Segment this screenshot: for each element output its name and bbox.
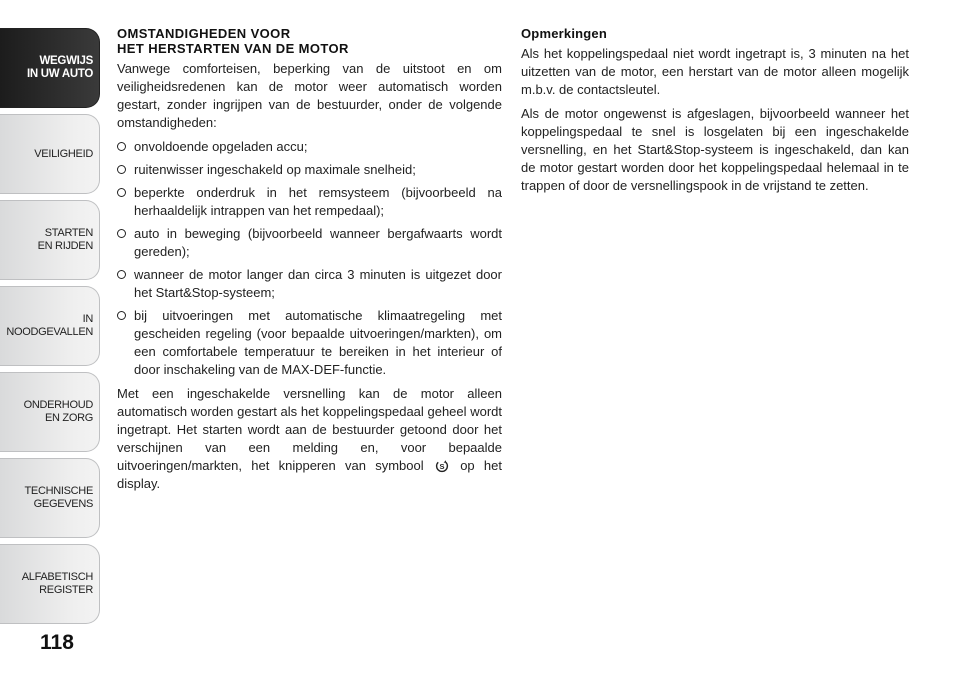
restart-conditions-list [117,138,502,379]
tab-veiligheid[interactable] [0,114,100,194]
list-item [117,307,502,379]
tab-label: ONDERHOUD EN ZORG [23,399,93,424]
list-item [117,184,502,220]
list-item-text: ruitenwisser ingeschakeld op maximale snelheid; [134,162,416,177]
page-number: 118 [40,631,74,654]
tab-label: VEILIGHEID [34,147,93,160]
tab-label: TECHNISCHE GEGEVENS [24,485,93,510]
circle-bullet-icon [117,142,126,151]
circle-bullet-icon [117,270,126,279]
notes-heading: Opmerkingen [521,26,607,41]
heading-line-1: OMSTANDIGHEDEN VOOR [117,26,291,41]
list-item [117,266,502,302]
svg-text:S: S [439,462,445,472]
start-stop-icon [435,459,449,473]
right-column [521,26,909,201]
list-item [117,161,502,179]
heading-line-2: HET HERSTARTEN VAN DE MOTOR [117,41,349,56]
left-column [117,26,502,499]
list-item [117,138,502,156]
tab-label: IN NOODGEVALLEN [6,313,93,338]
tab-label: STARTEN EN RIJDEN [37,227,93,252]
tab-technische-gegevens[interactable] [0,458,100,538]
notes-paragraph: Als de motor ongewenst is afgeslagen, bijvoorbeeld wanneer het koppelingspedaal te snel is losgelaten bij een ingeschakelde versnelling, en het Start&Stop-systeem is ingeschakeld, dan kan de motor gestart worden door het koppelingspedaal helemaal in te trappen of door de versnellingspook in de vrijstand te zetten. [521,106,909,193]
tab-onderhoud-en-zorg[interactable] [0,372,100,452]
intro-paragraph: Vanwege comforteisen, beperking van de uitstoot en om veiligheidsredenen kan de motor weer automatisch worden gestart, zonder ingrijpen van de bestuurder, onder de volgende omstandigheden: [117,61,502,130]
circle-bullet-icon [117,188,126,197]
circle-bullet-icon [117,229,126,238]
tab-label: ALFABETISCH REGISTER [21,571,93,596]
tab-label: WEGWIJS IN UW AUTO [27,55,93,80]
tab-in-noodgevallen[interactable] [0,286,100,366]
notes-paragraph: Als het koppelingspedaal niet wordt ingetrapt is, 3 minuten na het uitzetten van de motor, een herstart van de motor alleen mogelijk m.b.v. de contactsleutel. [521,46,909,97]
closing-paragraph [117,385,502,493]
tab-starten-en-rijden[interactable] [0,200,100,280]
closing-text-end: op het display. [117,458,502,491]
circle-bullet-icon [117,311,126,320]
closing-text: Met een ingeschakelde versnelling kan de motor alleen automatisch worden gestart als het koppelingspedaal geheel wordt ingetrapt. Het starten wordt aan de bestuurder getoond door het verschijnen van een melding en, voor bepaalde uitvoeringen/markten, het knipperen van symbool [117,386,502,473]
list-item-text: beperkte onderdruk in het remsysteem (bijvoorbeeld na herhaaldelijk intrappen van het rempedaal); [134,185,502,218]
tab-alfabetisch-register[interactable] [0,544,100,624]
list-item-text: wanneer de motor langer dan circa 3 minuten is uitgezet door het Start&Stop-systeem; [134,267,502,300]
section-heading [117,26,502,56]
list-item-text: auto in beweging (bijvoorbeeld wanneer bergafwaarts wordt gereden); [134,226,502,259]
tab-wegwijs-in-uw-auto[interactable] [0,28,100,108]
list-item [117,225,502,261]
list-item-text: bij uitvoeringen met automatische klimaatregeling met gescheiden regeling (voor bepaalde uitvoeringen/markten), om een comfortabele temperatuur te bereiken in het interieur of door inschakeling van de MAX-DEF-functie. [134,308,502,377]
list-item-text: onvoldoende opgeladen accu; [134,139,308,154]
circle-bullet-icon [117,165,126,174]
